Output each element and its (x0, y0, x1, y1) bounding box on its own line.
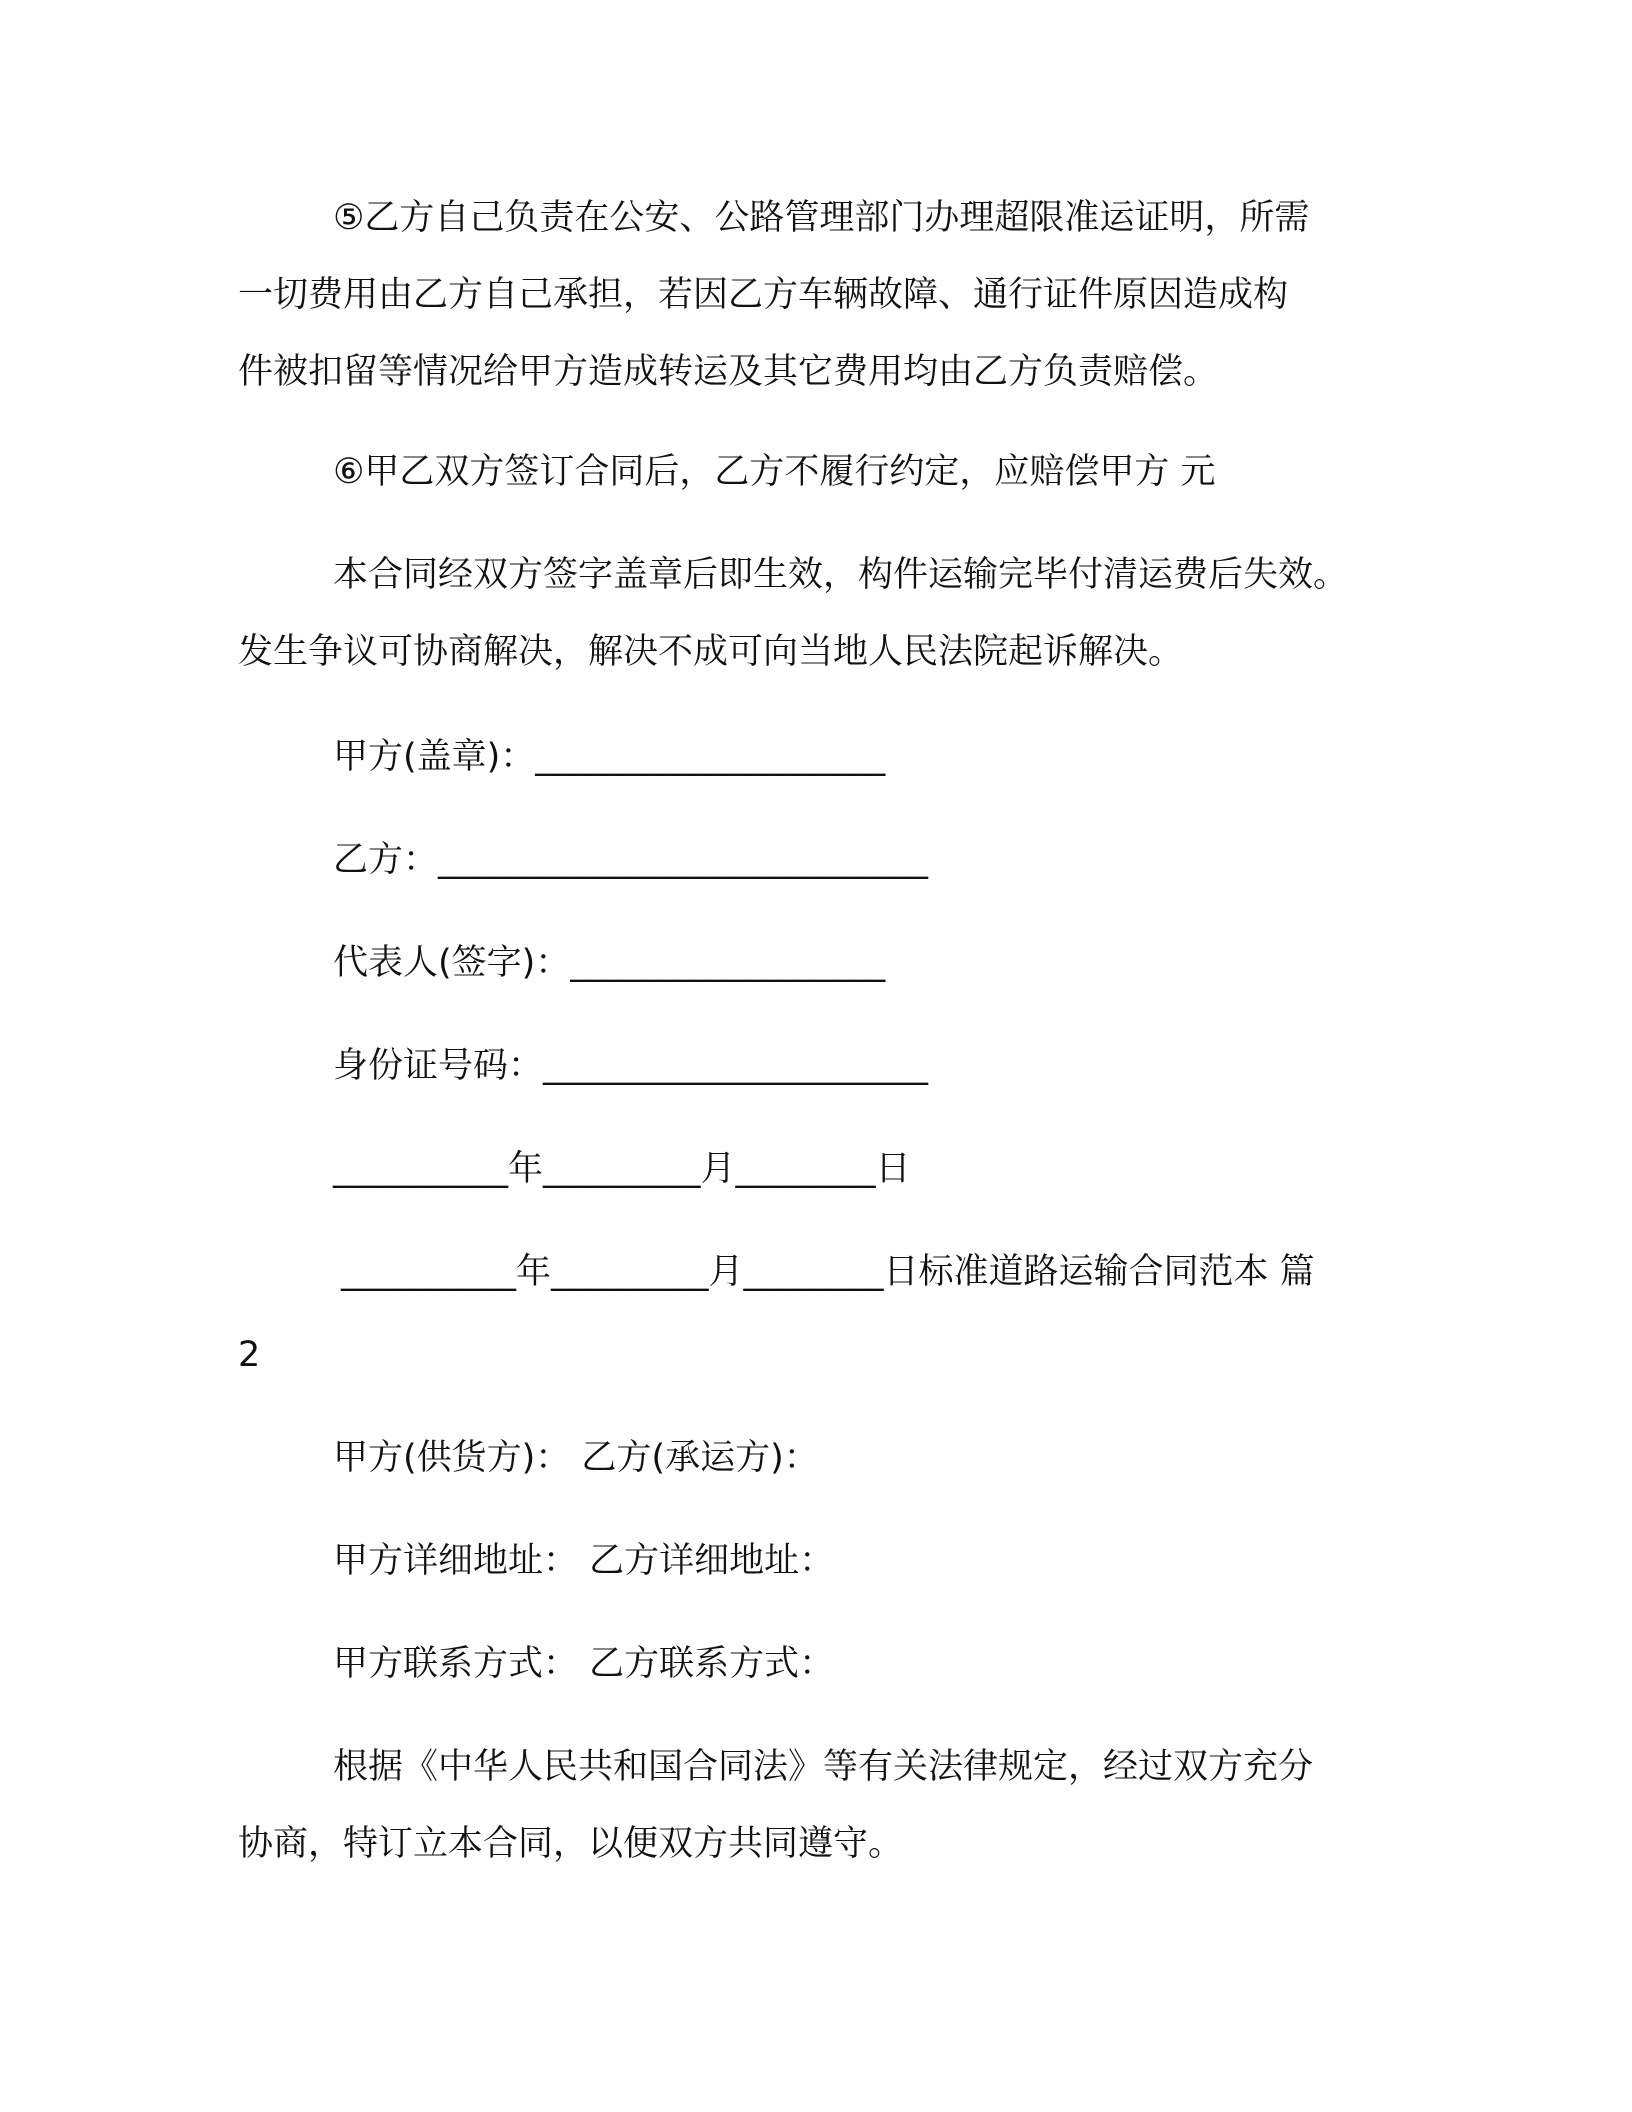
contacts-line: 甲方联系方式： 乙方联系方式： (333, 1644, 835, 1684)
preamble-line-1: 根据《中华人民共和国合同法》等有关法律规定，经过双方充分 (333, 1747, 1314, 1787)
clause-5-line-1: ⑤乙方自己负责在公安、公路管理部门办理超限准运证明，所需 (333, 198, 1310, 238)
effectivity-line-2: 发生争议可协商解决，解决不成可向当地人民法院起诉解决。 (238, 632, 1184, 672)
date-title-line: __________年_________月________日标准道路运输合同范本 篇 (341, 1252, 1315, 1292)
party-a-seal-line: 甲方(盖章)：____________________ (333, 737, 886, 777)
effectivity-line-1: 本合同经双方签字盖章后即生效，构件运输完毕付清运费后失效。 (333, 555, 1349, 595)
clause-5-line-3: 件被扣留等情况给甲方造成转运及其它费用均由乙方负责赔偿。 (238, 352, 1219, 392)
title-continuation-line: 2 (238, 1335, 261, 1375)
parties-line: 甲方(供货方)： 乙方(承运方)： (333, 1438, 819, 1478)
clause-6-line: ⑥甲乙双方签订合同后，乙方不履行约定，应赔偿甲方 元 (333, 452, 1216, 492)
representative-signature-line: 代表人(签字)：__________________ (333, 943, 886, 983)
party-b-line: 乙方：____________________________ (333, 840, 929, 880)
id-number-line: 身份证号码：______________________ (333, 1046, 929, 1086)
clause-5-line-2: 一切费用由乙方自己承担，若因乙方车辆故障、通行证件原因造成构 (238, 275, 1289, 315)
addresses-line: 甲方详细地址： 乙方详细地址： (333, 1541, 835, 1581)
preamble-line-2: 协商，特订立本合同，以便双方共同遵守。 (238, 1824, 904, 1864)
date-line: __________年_________月________日 (333, 1149, 911, 1189)
